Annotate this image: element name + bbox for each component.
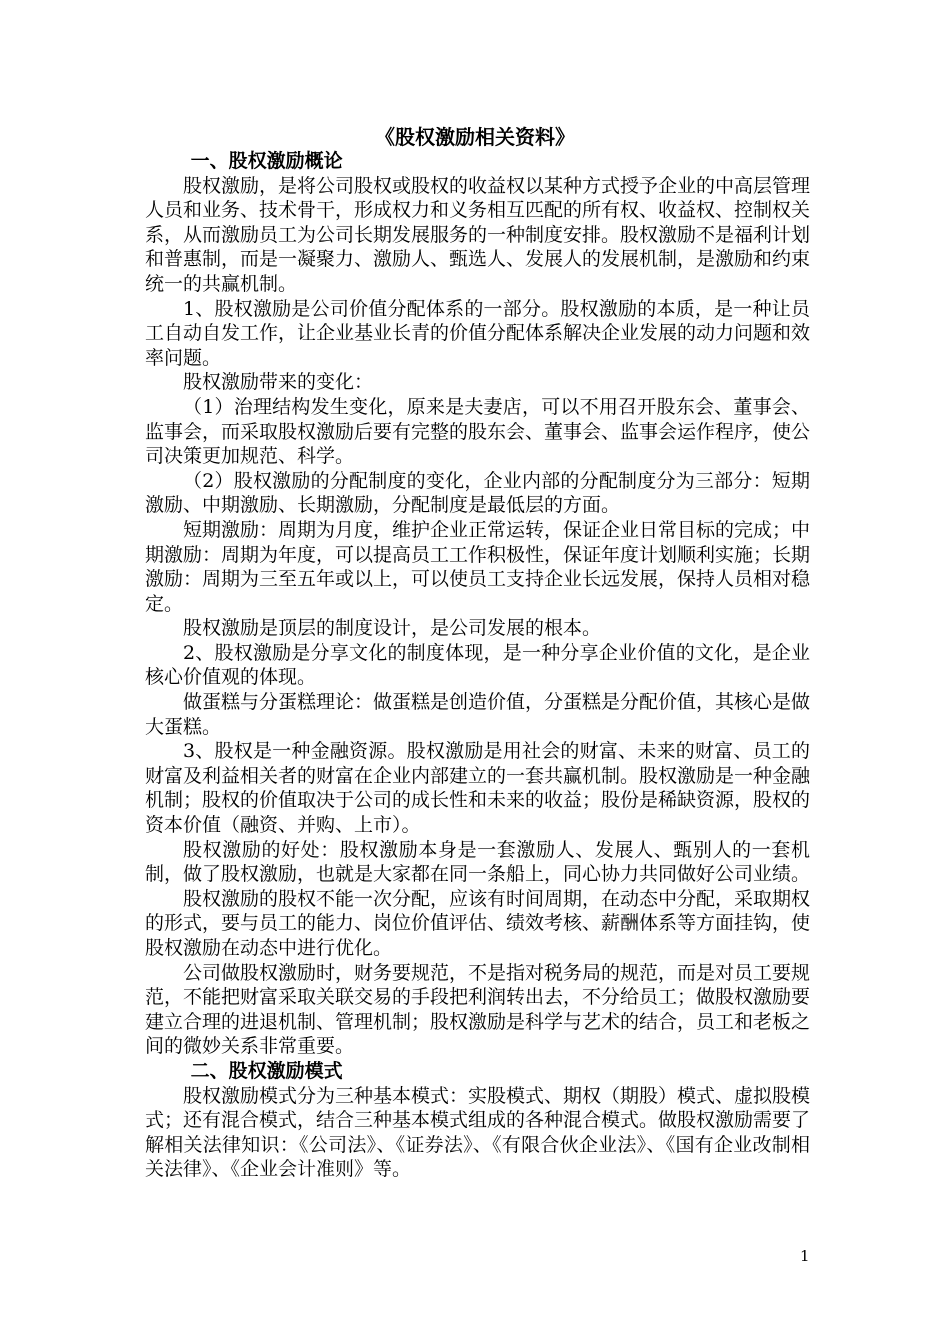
section-heading: 二、股权激励模式 (190, 1059, 343, 1082)
paragraph: 股权激励带来的变化： (183, 371, 374, 394)
section-heading: 一、股权激励概论 (190, 150, 343, 172)
paragraph: 股权激励模式分为三种基本模式：实股模式、期权（期股）模式、虚拟股模式；还有混合模式，结合三种基本模式组成的各种混合模式。做股权激励需要了解相关法律知识：《公司法》、《证券法》、《有限合伙企业法》、《国有企业改制相关法律》、《企业会计准则》等。 (145, 1084, 811, 1181)
page-number: 1 (800, 1247, 810, 1265)
paragraph: 股权激励的好处：股权激励本身是一套激励人、发展人、甄别人的一套机制，做了股权激励，也就是大家都在同一条船上，同心协力共同做好公司业绩。 (145, 838, 811, 886)
paragraph: 2、股权激励是分享文化的制度体现，是一种分享企业价值的文化，是企业核心价值观的体现。 (145, 641, 810, 689)
document-body (145, 149, 810, 1182)
paragraph: 3、股权是一种金融资源。股权激励是用社会的财富、未来的财富、员工的财富及利益相关者的财富在企业内部建立的一套共赢机制。股权激励是一种金融机制；股权的价值取决于公司的成长性和未来的收益；股份是稀缺资源，股权的资本价值（融资、并购、上市）。 (145, 740, 811, 837)
paragraph: 短期激励：周期为月度，维护企业正常运转，保证企业日常目标的完成；中期激励：周期为年度，可以提高员工工作积极性，保证年度计划顺利实施；长期激励：周期为三至五年或以上，可以使员工支持企业长远发展，保持人员相对稳定。 (145, 518, 811, 615)
paragraph: 股权激励的股权不能一次分配，应该有时间周期，在动态中分配，采取期权的形式，要与员工的能力、岗位价值评估、绩效考核、薪酬体系等方面挂钩，使股权激励在动态中进行优化。 (145, 887, 811, 959)
paragraph: 公司做股权激励时，财务要规范，不是指对税务局的规范，而是对员工要规范，不能把财富采取关联交易的手段把利润转出去，不分给员工；做股权激励要建立合理的进退机制、管理机制；股权激励是科学与艺术的结合，员工和老板之间的微妙关系非常重要。 (145, 961, 811, 1058)
paragraph: （2）股权激励的分配制度的变化，企业内部的分配制度分为三部分：短期激励、中期激励、长期激励，分配制度是最低层的方面。 (145, 469, 810, 517)
paragraph: （1）治理结构发生变化，原来是夫妻店，可以不用召开股东会、董事会、监事会，而采取股权激励后要有完整的股东会、董事会、监事会运作程序，使公司决策更加规范、科学。 (145, 395, 811, 468)
paragraph: 股权激励是顶层的制度设计，是公司发展的根本。 (183, 617, 602, 640)
paragraph: 做蛋糕与分蛋糕理论：做蛋糕是创造价值，分蛋糕是分配价值，其核心是做大蛋糕。 (145, 691, 811, 738)
document-title: 《股权激励相关资料》 (375, 125, 575, 149)
paragraph: 股权激励，是将公司股权或股权的收益权以某种方式授予企业的中高层管理人员和业务、技术骨干，形成权力和义务相互匹配的所有权、收益权、控制权关系，从而激励员工为公司长期发展服务的一种制度安排。股权激励不是福利计划和普惠制，而是一凝聚力、激励人、甄选人、发展人的发展机制，是激励和约束统一的共赢机制。 (145, 174, 811, 295)
paragraph: 1、股权激励是公司价值分配体系的一部分。股权激励的本质，是一种让员工自动自发工作，让企业基业长青的价值分配体系解决企业发展的动力问题和效率问题。 (145, 297, 811, 369)
